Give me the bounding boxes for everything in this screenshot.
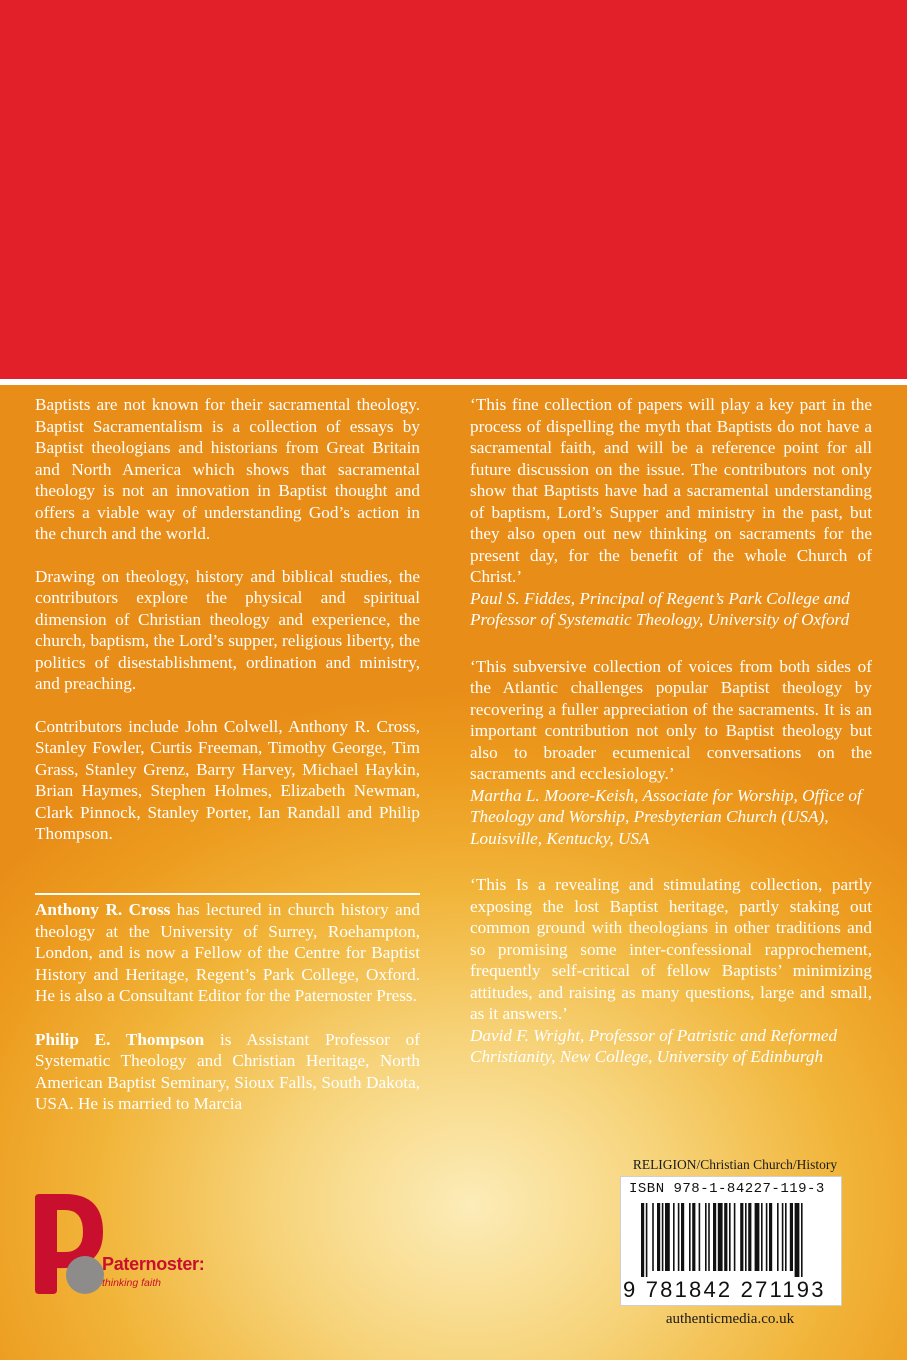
endorsement-quote: ‘This Is a revealing and stimulating collection, partly exposing the lost Baptist heritage, partly staking out common ground with theologians in other traditions and so promising some inter-confessional rapprochement, frequently self-critical of fellow Baptists’ minimizing attitudes, and raising as many questions, large and small, as it answers.’: [470, 875, 872, 1023]
endorsement-quote: ‘This subversive collection of voices from both sides of the Atlantic challenges popular Baptist theology by recovering a fuller appreciation of the sacraments. It is an important contribution not only to Baptist theology but also to broader ecumenical conversations on the sacraments and ecclesiology.’: [470, 656, 872, 783]
bio-name: Anthony R. Cross: [35, 900, 171, 919]
endorsement-attribution: Martha L. Moore-Keish, Associate for Worship, Office of Theology and Worship, Presbyterian Church (USA), Louisville, Kentucky, USA: [470, 785, 862, 848]
endorsement-attribution: Paul S. Fiddes, Principal of Regent’s Park College and Professor of Systematic Theology, University of Oxford: [470, 588, 850, 629]
endorsement-quote: ‘This fine collection of papers will play a key part in the process of dispelling the myth that Baptists do not have a sacramental faith, and will be a reference point for all future discussion on the issue. The contributors not only show that Baptists have had a sacramental understanding of baptism, Lord’s Supper and ministry in the past, but they also open out new thinking on sacraments for the present day, for the benefit of the whole Church of Christ.’: [470, 395, 872, 586]
bio-text: is Assistant Professor of Systematic Theology and Christian Heritage, North American Baptist Seminary, Sioux Falls, South Dakota, USA. He is married to Marcia: [35, 1029, 420, 1113]
bio-name: Philip E. Thompson: [35, 1029, 205, 1049]
red-top-band: [0, 0, 907, 379]
bio-anthony-cross: [35, 899, 420, 1007]
barcode-bars: [627, 1203, 835, 1277]
blurb-column: [35, 394, 420, 866]
publisher-logo-tagline: thinking faith: [102, 1277, 161, 1289]
editor-bios: [35, 899, 420, 1137]
ean-digits: 9 781842 271193: [623, 1277, 826, 1302]
contributors-paragraph: Contributors include John Colwell, Anthony R. Cross, Stanley Fowler, Curtis Freeman, Timothy George, Tim Grass, Stanley Grenz, Barry Harvey, Michael Haykin, Brian Haymes, Stephen Holmes, Elizabeth Newman, Clark Pinnock, Stanley Porter, Ian Randall and Philip Thompson.: [35, 716, 420, 843]
isbn-label: ISBN 978-1-84227-119-3: [629, 1181, 825, 1197]
blurb-paragraph: Drawing on theology, history and biblical studies, the contributors explore the physical and spiritual dimension of Christian theology and experience, the church, baptism, the Lord’s supper, religious liberty, the politics of disestablishment, ordination and ministry, and preaching.: [35, 566, 420, 693]
blurb-paragraph: Baptists are not known for their sacramental theology. Baptist Sacramentalism is a collection of essays by Baptist theologians and historians from Great Britain and North America which shows that sacramental theology is not an innovation in Baptist thought and offers a viable way of understanding God’s action in the church and the world.: [35, 395, 420, 543]
publisher-logo-wordmark: Paternoster:: [102, 1254, 205, 1274]
subject-category: RELIGION/Christian Church/History: [632, 1157, 838, 1172]
endorsements-column: [470, 394, 872, 1093]
bio-divider-line: [35, 893, 420, 895]
bio-philip-thompson: [35, 1029, 420, 1115]
endorsement-attribution: David F. Wright, Professor of Patristic and Reformed Christianity, New College, University of Edinburgh: [470, 1025, 838, 1066]
bio-text: has lectured in church history and theology at the University of Surrey, Roehampton, London, and is now a Fellow of the Centre for Baptist History and Heritage, Regent’s Park College, Oxford. He is also a Consultant Editor for the Paternoster Press.: [35, 900, 420, 1005]
isbn-barcode: [620, 1176, 842, 1306]
publisher-website: authenticmedia.co.uk: [665, 1311, 795, 1327]
